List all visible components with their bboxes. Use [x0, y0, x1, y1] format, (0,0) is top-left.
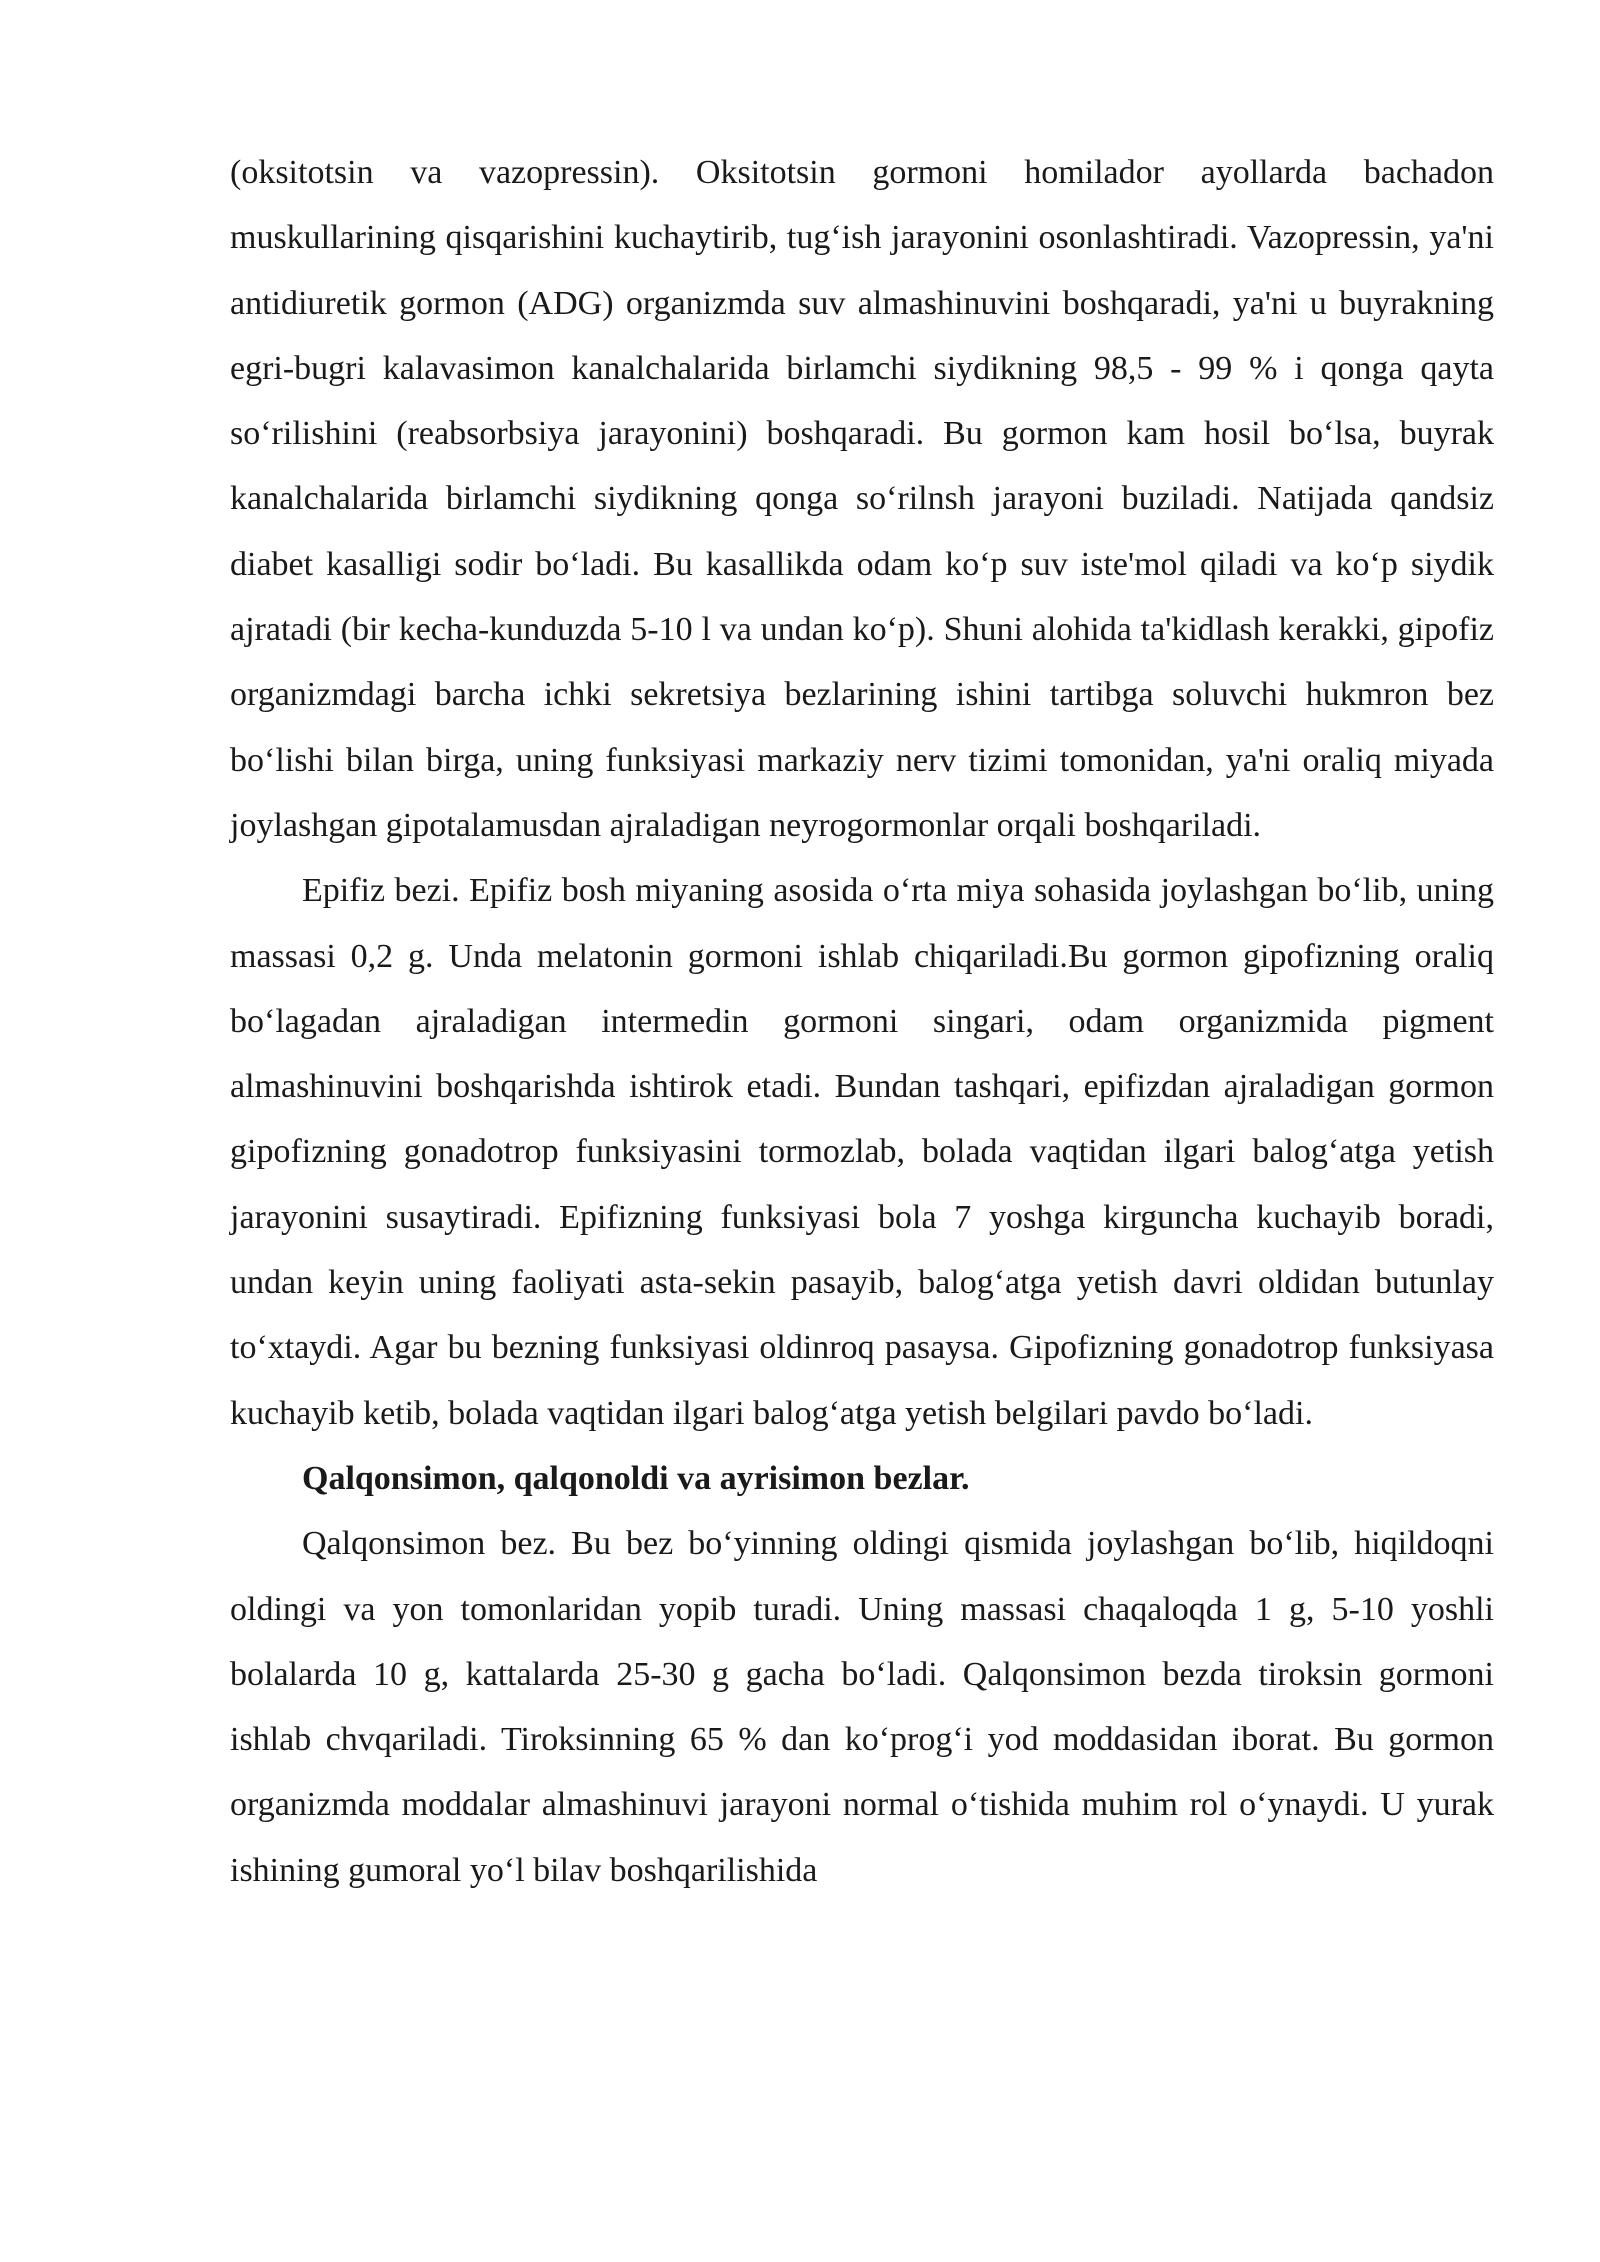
- paragraph-epiphysis: Epifiz bezi. Epifiz bosh miyaning asosida o‘rta miya sohasida joylashgan bo‘lib, uning massasi 0,2 g. Unda melatonin gormoni ishlab chiqariladi.Bu gormon gipofizning oraliq bo‘lagadan ajraladigan intermedin gormoni singari, odam organizmida pigment almashinuvini boshqarishda ishtirok etadi. Bundan tashqari, epifizdan ajraladigan gormon gipofizning gonadotrop funksiyasini tormozlab, bolada vaqtidan ilgari balog‘atga yetish jarayonini susaytiradi. Epifizning funksiyasi bola 7 yoshga kirguncha kuchayib boradi, undan keyin uning faoliyati asta-sekin pasayib, balog‘atga yetish davri oldidan butunlay to‘xtaydi. Agar bu bezning funksiyasi oldinroq pasaysa. Gipofizning gonadotrop funksiyasa kuchayib ketib, bolada vaqtidan ilgari balog‘atga yetish belgilari pavdo bo‘ladi.: [230, 872, 1494, 1432]
- paragraph-thyroid: Qalqonsimon bez. Bu bez bo‘yinning oldingi qismida joylashgan bo‘lib, hiqildoqni oldingi va yon tomonlaridan yopib turadi. Uning massasi chaqaloqda 1 g, 5-10 yoshli bolalarda 10 g, kattalarda 25-30 g gacha bo‘ladi. Qalqonsimon bezda tiroksin gormoni ishlab chvqariladi. Tiroksinning 65 % dan ko‘prog‘i yod moddasidan iborat. Bu gormon organizmda moddalar almashinuvi jarayoni normal o‘tishida muhim rol o‘ynaydi. U yurak ishining gumoral yo‘l bilav boshqarilishida: [230, 1525, 1494, 1889]
- paragraph-hypophysis-hormones: (oksitotsin va vazopressin). Oksitotsin gormoni homilador ayollarda bachadon muskullarining qisqarishini kuchaytirib, tug‘ish jarayonini osonlashtiradi. Vazopressin, ya'ni antidiuretik gormon (ADG) organizmda suv almashinuvini boshqaradi, ya'ni u buyrakning egri-bugri kalavasimon kanalchalarida birlamchi siydikning 98,5 - 99 % i qonga qayta so‘rilishini (reabsorbsiya jarayonini) boshqaradi. Bu gormon kam hosil bo‘lsa, buyrak kanalchalarida birlamchi siydikning qonga so‘rilnsh jarayoni buziladi. Natijada qandsiz diabet kasalligi sodir bo‘ladi. Bu kasallikda odam ko‘p suv iste'mol qiladi va ko‘p siydik ajratadi (bir kecha-kunduzda 5-10 l va undan ko‘p). Shuni alohida ta'kidlash kerakki, gipofiz organizmdagi barcha ichki sekretsiya bezlarining ishini tartibga soluvchi hukmron bez bo‘lishi bilan birga, uning funksiyasi markaziy nerv tizimi tomonidan, ya'ni oraliq miyada joylashgan gipotalamusdan ajraladigan neyrogormonlar orqali boshqariladi.: [230, 154, 1494, 844]
- section-heading: Qalqonsimon, qalqonoldi va ayrisimon bezlar.: [302, 1459, 970, 1497]
- document-page: [230, 140, 1494, 1903]
